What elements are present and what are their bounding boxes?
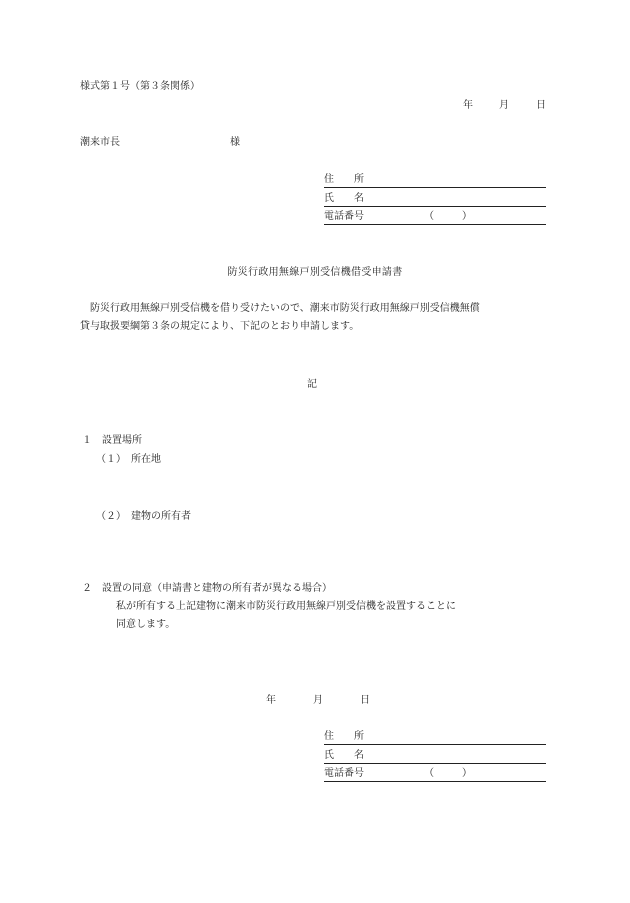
addressee-honorific: 様 <box>230 137 240 148</box>
addressee-name: 潮来市長 <box>80 137 120 148</box>
owner-phone-field[interactable] <box>324 769 546 782</box>
date-bottom-day: 日 <box>360 695 370 706</box>
date-bottom-year: 年 <box>266 695 276 706</box>
owner-phone-label: 電話番号 <box>324 768 364 779</box>
section-1-heading: １ 設置場所 <box>82 435 142 446</box>
section-1-item-owner: （２） 建物の所有者 <box>96 511 191 522</box>
section-2-line-1: 私が所有する上記建物に潮来市防災行政用無線戸別受信機を設置することに <box>116 601 456 612</box>
applicant-phone-field[interactable] <box>324 212 546 225</box>
form-number: 様式第１号（第３条関係） <box>80 81 200 92</box>
applicant-phone-close-paren: ） <box>462 211 472 222</box>
section-2-heading: ２ 設置の同意（申請書と建物の所有者が異なる場合） <box>82 583 332 594</box>
body-line-1: 防災行政用無線戸別受信機を借り受けたいので、潮来市防災行政用無線戸別受信機無償 <box>90 303 480 314</box>
document-title: 防災行政用無線戸別受信機借受申請書 <box>227 267 403 278</box>
owner-phone-close-paren: ） <box>462 768 472 779</box>
date-top-day: 日 <box>536 100 546 111</box>
ki-heading: 記 <box>307 379 317 390</box>
applicant-name-field[interactable] <box>324 194 546 207</box>
owner-name-label: 氏 名 <box>324 750 364 761</box>
date-top-year: 年 <box>463 100 473 111</box>
applicant-address-label: 住 所 <box>324 174 364 185</box>
section-1-item-location: （１） 所在地 <box>96 454 161 465</box>
applicant-block <box>324 175 546 237</box>
applicant-name-label: 氏 名 <box>324 193 364 204</box>
section-2-line-2: 同意します。 <box>116 619 176 630</box>
applicant-phone-open-paren: （ <box>424 211 434 222</box>
applicant-address-field[interactable] <box>324 175 546 188</box>
owner-phone-open-paren: （ <box>424 768 434 779</box>
owner-name-field[interactable] <box>324 751 546 764</box>
date-top-month: 月 <box>499 100 509 111</box>
applicant-phone-label: 電話番号 <box>324 211 364 222</box>
owner-address-field[interactable] <box>324 732 546 745</box>
body-line-2: 貸与取扱要綱第３条の規定により、下記のとおり申請します。 <box>80 321 360 332</box>
owner-block <box>324 732 546 794</box>
owner-address-label: 住 所 <box>324 731 364 742</box>
date-bottom-month: 月 <box>313 695 323 706</box>
